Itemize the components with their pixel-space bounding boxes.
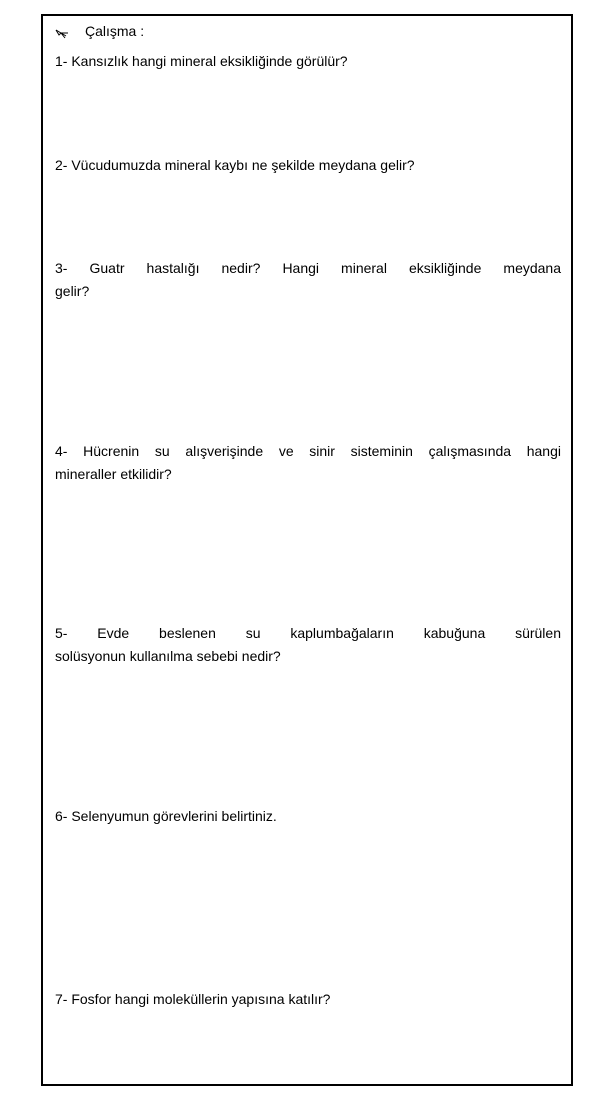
question-7-text: 7- Fosfor hangi moleküllerin yapısına katılır?	[55, 991, 331, 1007]
worksheet-header	[55, 22, 144, 40]
question-7	[55, 988, 561, 1011]
question-5-line-1: 5- Evde beslenen su kaplumbağaların kabuğuna sürülen	[55, 625, 561, 641]
question-3	[55, 257, 561, 303]
question-2	[55, 154, 561, 177]
question-1	[55, 50, 561, 73]
worksheet-title: Çalışma :	[85, 23, 145, 39]
question-5	[55, 622, 561, 668]
question-6-text: 6- Selenyumun görevlerini belirtiniz.	[55, 808, 277, 824]
question-6	[55, 805, 561, 828]
question-4	[55, 440, 561, 486]
question-3-line-1: 3- Guatr hastalığı nedir? Hangi mineral eksikliğinde meydana	[55, 260, 561, 276]
worksheet-frame	[41, 14, 573, 1086]
question-1-text: 1- Kansızlık hangi mineral eksikliğinde görülür?	[55, 53, 348, 69]
question-2-text: 2- Vücudumuzda mineral kaybı ne şekilde meydana gelir?	[55, 157, 415, 173]
question-3-line-2: gelir?	[55, 283, 90, 299]
question-4-line-1: 4- Hücrenin su alışverişinde ve sinir sisteminin çalışmasında hangi	[55, 443, 561, 459]
hand-pointing-icon	[55, 25, 69, 37]
question-5-line-2: solüsyonun kullanılma sebebi nedir?	[55, 648, 281, 664]
question-4-line-2: mineraller etkilidir?	[55, 466, 172, 482]
